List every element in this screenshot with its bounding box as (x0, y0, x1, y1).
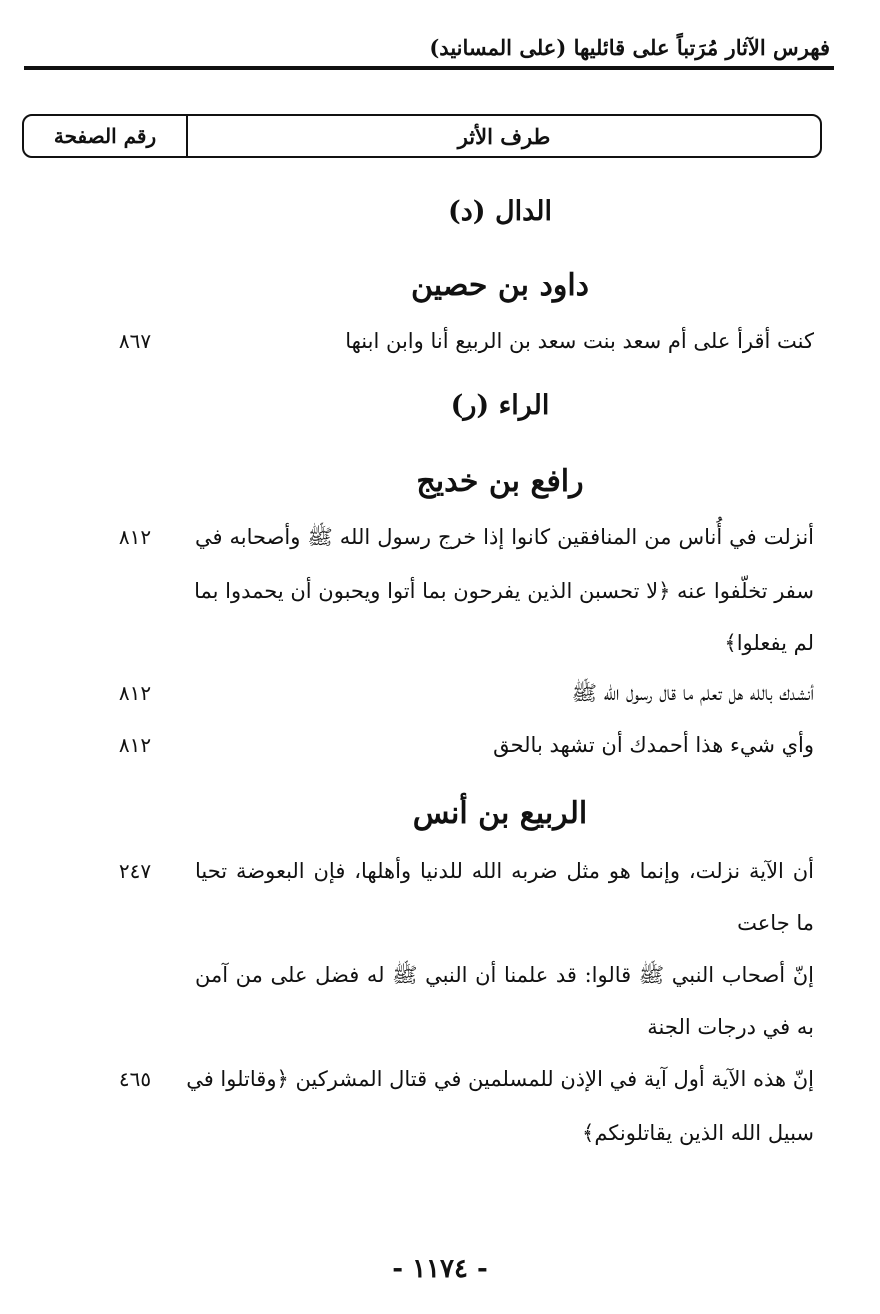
section-title-dal: الدال (د) (448, 196, 552, 227)
entry-line: أنزلت في أُناس من المنافقين كانوا إذا خرج رسول الله ﷺ وأصحابه في (195, 525, 814, 549)
entry-line: إنّ هذه الآية أول آية في الإذن للمسلمين في قتال المشركين ﴿وقاتلوا في (186, 1067, 814, 1091)
entry-page: ٨١٢ (118, 525, 152, 549)
entry-line: سبيل الله الذين يقاتلونكم﴾ (582, 1121, 814, 1145)
narrator-rabi: الربيع بن أنس (412, 796, 588, 831)
table-header (22, 114, 822, 158)
entry-line: به في درجات الجنة (647, 1015, 814, 1039)
entry-line: أن الآية نزلت، وإنما هو مثل ضربه الله للدنيا وأهلها، فإن البعوضة تحيا (195, 859, 814, 883)
entry-page: ٢٤٧ (118, 859, 152, 883)
entry-line: وأي شيء هذا أحمدك أن تشهد بالحق (493, 733, 814, 757)
entry-page: ٨٦٧ (118, 329, 152, 353)
header-athar-label: طرف الأثر (457, 123, 551, 149)
entry-line: كنت أقرأ على أم سعد بنت سعد بن الربيع أنا وابن ابنها (345, 329, 814, 353)
section-title-ra: الراء (ر) (450, 390, 550, 421)
entry-line: لم يفعلوا﴾ (724, 631, 814, 655)
entry-line: إنّ أصحاب النبي ﷺ قالوا: قد علمنا أن النبي ﷺ له فضل على من آمن (195, 963, 814, 987)
header-divider (186, 116, 188, 156)
narrator-dawud: داود بن حصين (410, 268, 590, 303)
entry-line: سفر تخلّفوا عنه ﴿لا تحسبن الذين يفرحون بما أتوا ويحبون أن يحمدوا بما (194, 579, 814, 603)
entry-page: ٨١٢ (118, 681, 152, 705)
entry-page: ٤٦٥ (118, 1067, 152, 1091)
entry-page: ٨١٢ (118, 733, 152, 757)
header-page-label: رقم الصفحة (53, 124, 157, 148)
narrator-rafi: رافع بن خديج (416, 464, 584, 499)
running-head: فهرس الآثار مُرَتباً على قائليها (على المسانيد) (429, 35, 830, 60)
page-number: - ١١٧٤ - (392, 1254, 488, 1284)
header-rule (24, 66, 834, 70)
entry-line: أنشدك بالله هل تعلم ما قال رسول الله ﷺ (571, 681, 814, 705)
entry-line: ما جاعت (737, 911, 814, 935)
